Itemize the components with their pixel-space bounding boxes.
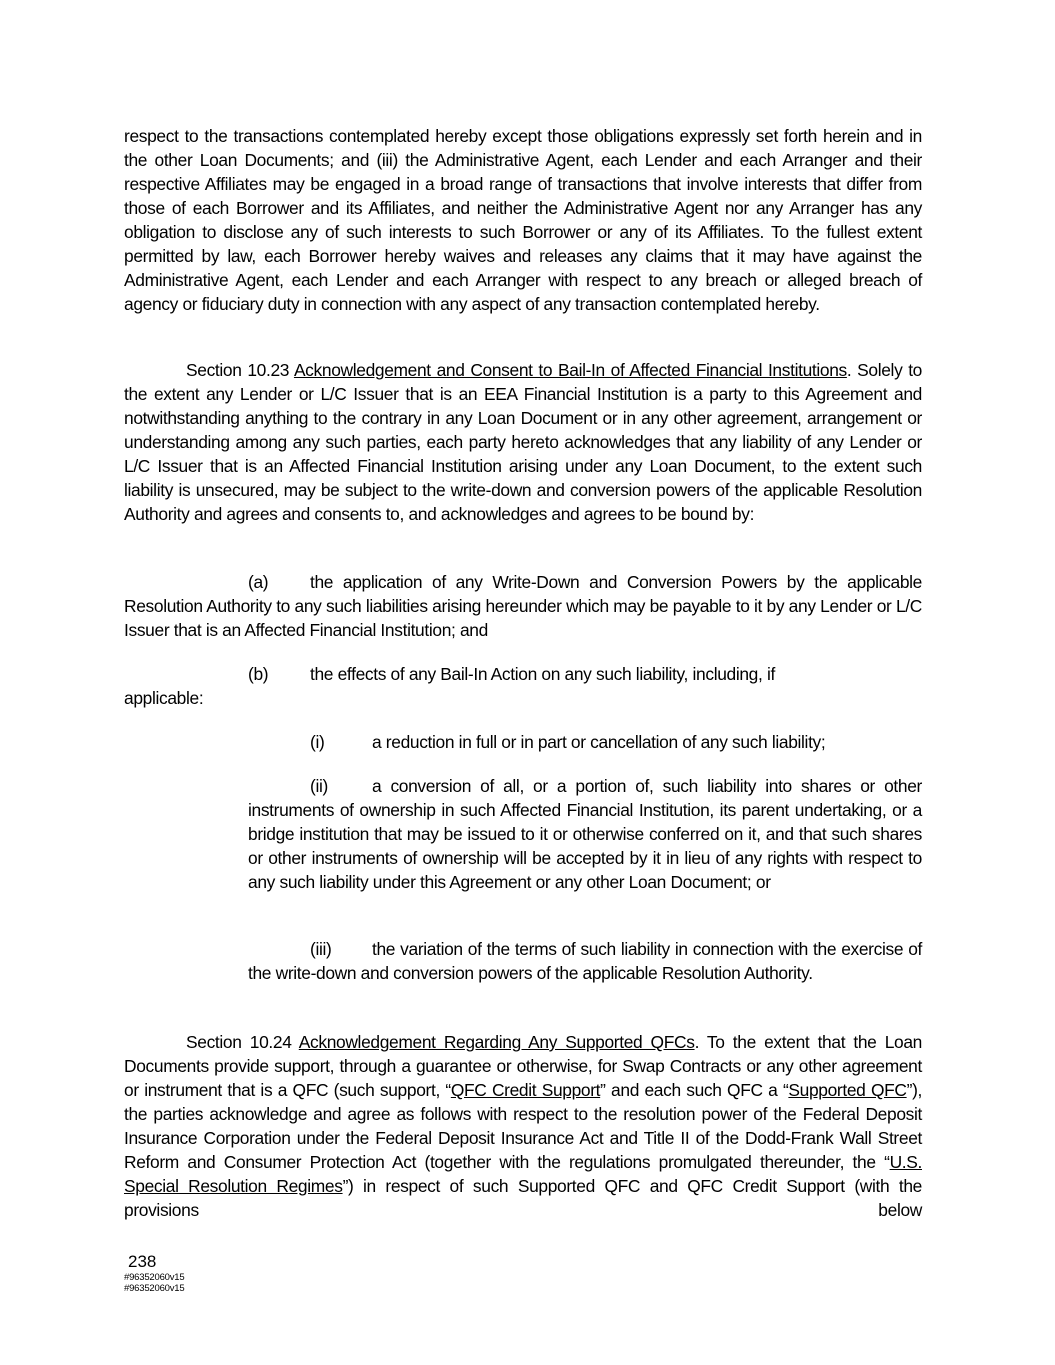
item-ii-label: (ii) (310, 776, 328, 796)
item-i-text: a reduction in full or in part or cancellation of any such liability; (372, 732, 826, 752)
page-number: 238 (128, 1252, 157, 1271)
section-10-24-body-1: . To the extent that the Loan Documents provide support, through a guarantee or otherwise, for Swap Contracts or any other agreement or instrument that is a QFC (such support, “ (124, 1032, 922, 1100)
item-i-label: (i) (310, 732, 325, 752)
item-i (310, 730, 922, 754)
page-footer (124, 1252, 184, 1294)
section-10-24-body-4: ”) in respect of such Supported QFC and QFC Credit Support (with the provisions below (124, 1176, 922, 1220)
item-ii-text: a conversion of all, or a portion of, such liability into shares or other instruments of ownership in such Affected Financial Institution, its parent undertaking, or a bridge institution that may be issued to it or otherwise conferred on it, and that such shares or other instruments of ownership will be accepted by it in lieu of any rights with respect to any such liability under this Agreement or any other Loan Document; or (248, 776, 922, 892)
section-10-23-body: . Solely to the extent any Lender or L/C Issuer that is an EEA Financial Institution is a party to this Agreement and notwithstanding anything to the contrary in any Loan Document or in any other agreement, arrangement or understanding among any such parties, each party hereto acknowledges that any liability of any Lender or L/C Issuer that is an Affected Financial Institution arising under any Loan Document, to the extent such liability is unsecured, may be subject to the write-down and conversion powers of the applicable Resolution Authority and agrees and consents to, and acknowledges and agrees to be bound by: (124, 360, 923, 524)
item-b-label: (b) (248, 664, 269, 684)
section-10-23 (124, 358, 922, 526)
item-b-text: the effects of any Bail-In Action on any such liability, including, if (310, 664, 775, 684)
item-ii (248, 774, 922, 894)
term-qfc-credit-support: QFC Credit Support (450, 1080, 601, 1100)
term-supported-qfc: Supported QFC (788, 1080, 907, 1100)
item-iii-text: the variation of the terms of such liability in connection with the exercise of the write-down and conversion powers of the applicable Resolution Authority. (248, 939, 922, 983)
section-10-24-number: Section 10.24 (186, 1032, 292, 1052)
section-10-24-heading: Acknowledgement Regarding Any Supported QFCs (298, 1032, 695, 1052)
section-10-24-body-3: ”), the parties acknowledge and agree as follows with respect to the resolution power of the Federal Deposit Insurance Corporation under the Federal Deposit Insurance Act and Title II of the Dodd-Frank Wall Street Reform and Consumer Protection Act (together with the regulations promulgated thereunder, the “ (124, 1080, 922, 1172)
item-a-label: (a) (248, 572, 269, 592)
section-10-24 (124, 1030, 922, 1222)
item-iii (248, 937, 922, 985)
section-10-23-heading: Acknowledgement and Consent to Bail-In of Affected Financial Institutions (293, 360, 847, 380)
item-b-continuation: applicable: (124, 688, 204, 708)
section-10-23-number: Section 10.23 (186, 360, 290, 380)
item-a-text: the application of any Write-Down and Conversion Powers by the applicable Resolution Authority to any such liabilities arising hereunder which may be payable to it by any Lender or L/C Issuer that is an Affected Financial Institution; and (124, 572, 922, 640)
section-10-24-body-2: ” and each such QFC a “ (600, 1080, 789, 1100)
document-id: #96352060v15 (124, 1272, 185, 1283)
item-a (124, 570, 922, 642)
term-us-special-resolution-regimes: U.S. Special Resolution Regimes (124, 1152, 922, 1196)
item-iii-label: (iii) (310, 939, 332, 959)
paragraph-fiduciary: respect to the transactions contemplated hereby except those obligations expressly set forth herein and in the other Loan Documents; and (iii) the Administrative Agent, each Lender and each Arranger and their respective Affiliates may be engaged in a broad range of transactions that involve interests that differ from those of each Borrower and its Affiliates, and neither the Administrative Agent nor any Arranger has any obligation to disclose any of such interests to such Borrower or any of its Affiliates. To the fullest extent permitted by law, each Borrower hereby waives and releases any claims that it may have against the Administrative Agent, each Lender and each Arranger with respect to any breach or alleged breach of agency or fiduciary duty in connection with any aspect of any transaction contemplated hereby. (124, 126, 922, 314)
document-id-duplicate: #96352060v15 (124, 1283, 185, 1294)
